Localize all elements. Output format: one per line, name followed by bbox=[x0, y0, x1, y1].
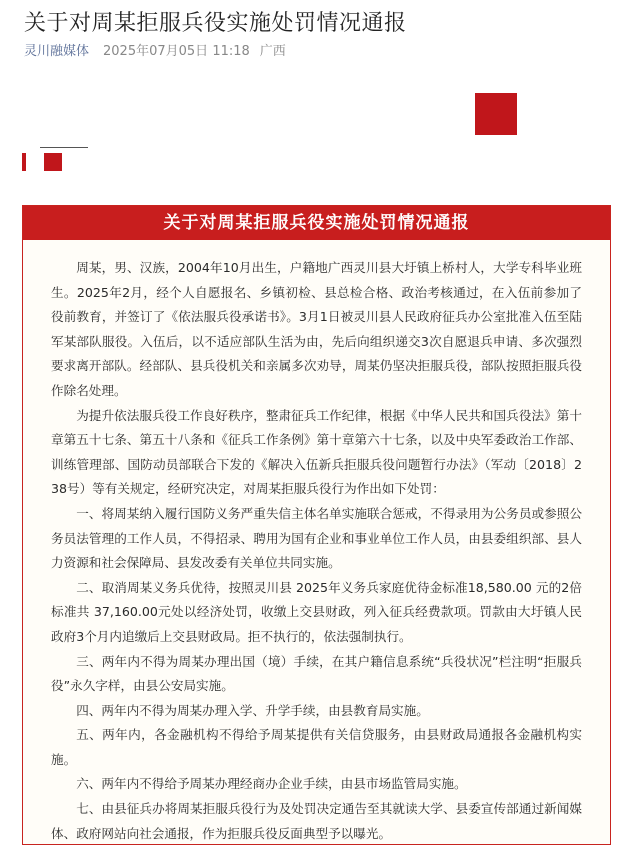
article-meta bbox=[24, 40, 296, 59]
notice-paragraph: 七、由县征兵办将周某拒服兵役行为及处罚决定通告至其就读大学、县委宣传部通过新闻媒体、政府网站向社会通报，作为拒服兵役反面典型予以曝光。 bbox=[51, 801, 582, 841]
notice-body bbox=[23, 240, 610, 846]
article-region: 广西 bbox=[259, 44, 286, 59]
notice-paragraph: 四、两年内不得为周某办理入学、升学手续，由县教育局实施。 bbox=[76, 702, 429, 718]
article-source-link[interactable]: 灵川融媒体 bbox=[24, 44, 90, 59]
article-datetime: 2025年07月05日 11:18 bbox=[103, 44, 250, 59]
notice-paragraph: 二、取消周某义务兵优待，按照灵川县 2025年义务兵家庭优待金标准18,580.00 元的2倍标准共 37,160.00元处以经济处罚，收缴上交县财政，列入征兵经费款项。罚款由大圩镇人民政府3个月内追缴后上交县财政局。拒不执行的，依法强制执行。 bbox=[51, 579, 582, 644]
notice-paragraph: 为提升依法服兵役工作良好秩序，整肃征兵工作纪律，根据《中华人民共和国兵役法》第十章第五十七条、第五十八条和《征兵工作条例》第十章第六十七条，以及中央军委政治工作部、训练管理部、国防动员部联合下发的《解决入伍新兵拒服兵役问题暂行办法》（军动〔2018〕238号）等有关规定，经研究决定，对周某拒服兵役行为作出如下处罚： bbox=[51, 407, 582, 497]
decorative-red-bar bbox=[22, 153, 26, 171]
notice-paragraph: 三、两年内不得为周某办理出国（境）手续，在其户籍信息系统“兵役状况”栏注明“拒服兵役”永久字样，由县公安局实施。 bbox=[51, 653, 582, 694]
notice-paragraph: 六、两年内不得给予周某办理经商办企业手续，由县市场监管局实施。 bbox=[76, 776, 467, 792]
notice-paragraph: 一、将周某纳入履行国防义务严重失信主体名单实施联合惩戒，不得录用为公务员或参照公务员法管理的工作人员，不得招录、聘用为国有企业和事业单位工作人员，由县委组织部、县人力资源和社会保障局、县发改委有关单位共同实施。 bbox=[51, 505, 582, 571]
decorative-divider bbox=[40, 147, 88, 148]
decorative-red-block bbox=[475, 93, 517, 135]
notice-paragraph: 周某，男、汉族，2004年10月出生，户籍地广西灵川县大圩镇上桥村人，大学专科毕业班生。2025年2月，经个人自愿报名、乡镇初检、县总检合格、政治考核通过，在入伍前参加了役前教育，并签订了《依法服兵役承诺书》。3月1日被灵川县人民政府征兵办公室批准入伍至陆军某部队服役。入伍后，以不适应部队生活为由，先后向组织递交3次自愿退兵申请、多次强烈要求离开部队。经部队、县兵役机关和亲属多次劝导，周某仍坚决拒服兵役，部队按照拒服兵役作除名处理。 bbox=[51, 260, 582, 398]
decorative-red-square bbox=[44, 153, 62, 171]
notice-panel bbox=[22, 205, 611, 845]
notice-paragraph: 五、两年内，各金融机构不得给予周某提供有关信贷服务，由县财政局通报各金融机构实施。 bbox=[51, 727, 582, 767]
article-title: 关于对周某拒服兵役实施处罚情况通报 bbox=[24, 11, 407, 36]
notice-heading: 关于对周某拒服兵役实施处罚情况通报 bbox=[23, 206, 610, 240]
